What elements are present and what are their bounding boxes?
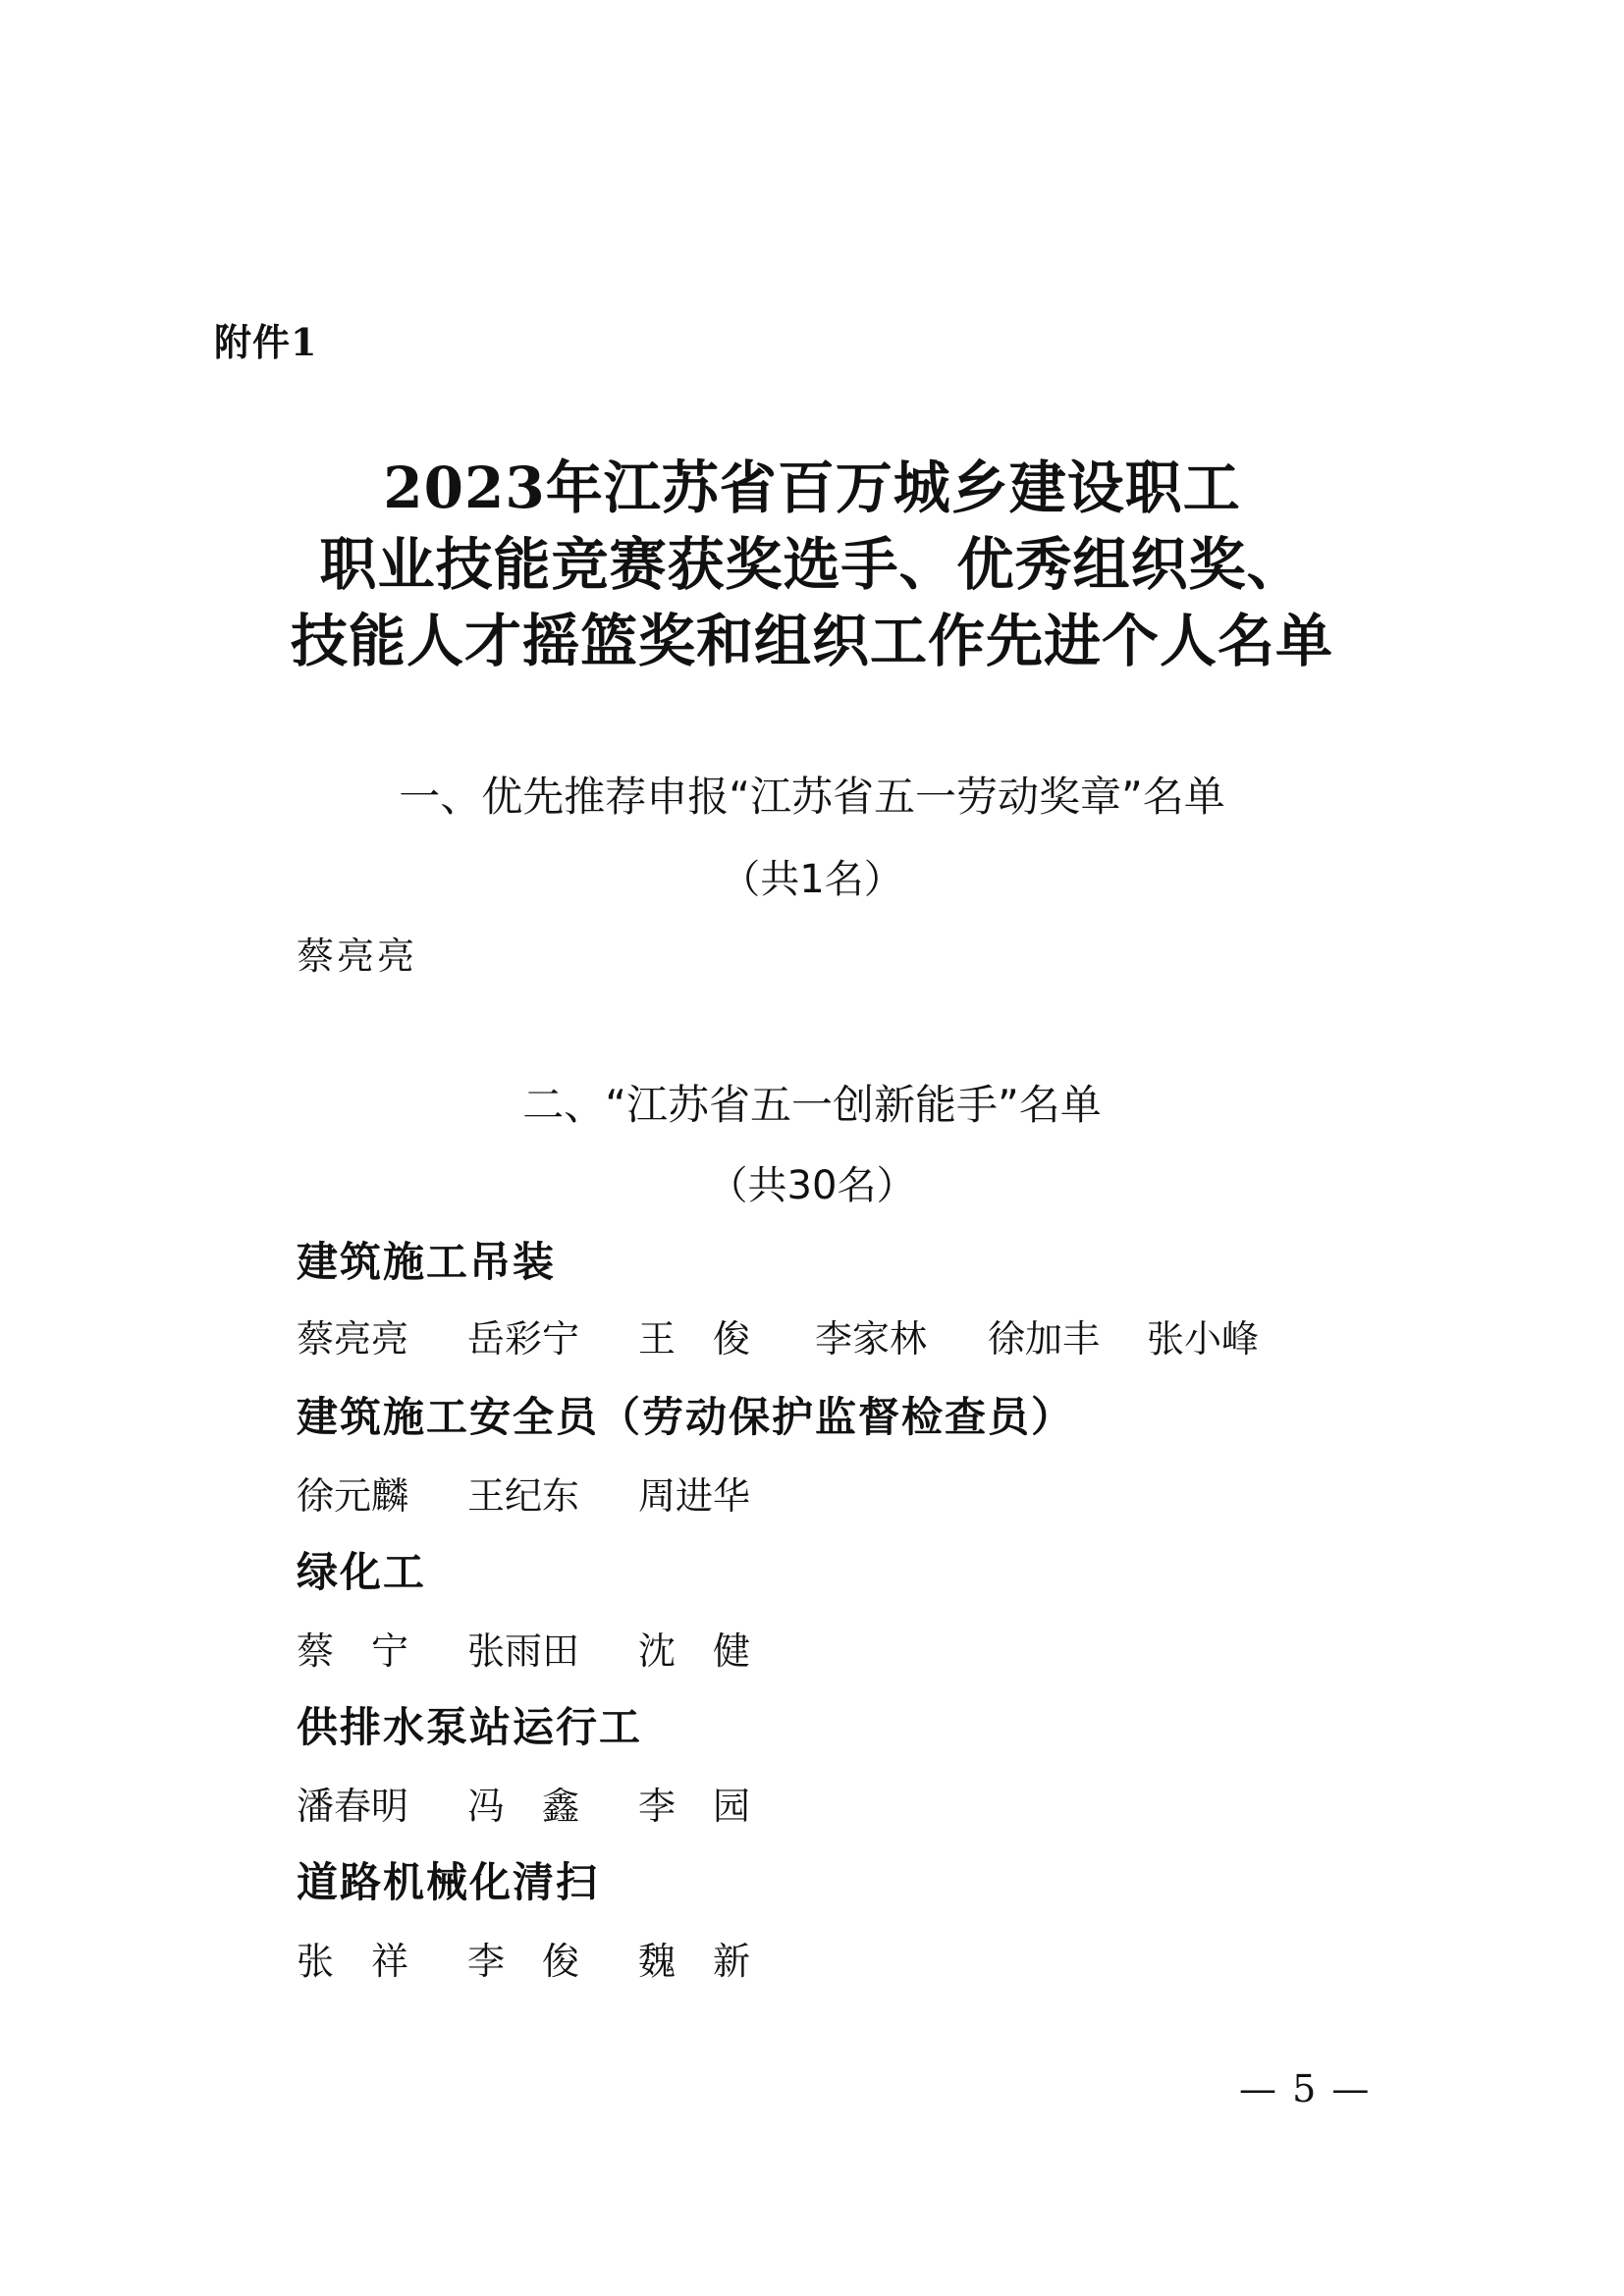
- document-title: [0, 450, 1624, 679]
- name-list: [297, 1624, 1377, 1679]
- name-list: [297, 1779, 1377, 1834]
- section-2-title: 二、“江苏省五一创新能手”名单: [522, 1081, 1102, 1129]
- section-1-title: 一、优先推荐申报“江苏省五一劳动奖章”名单: [399, 773, 1225, 821]
- category-title: 绿化工: [297, 1548, 427, 1596]
- attachment-label: 附件1: [214, 320, 318, 364]
- person-name: 李家林: [815, 1317, 928, 1361]
- title-line-1: 2023年江苏省百万城乡建设职工: [383, 454, 1241, 521]
- person-name: 张小峰: [1147, 1317, 1260, 1361]
- title-line-2: 职业技能竞赛获奖选手、优秀组织奖、: [319, 531, 1305, 598]
- category-title: 道路机械化清扫: [297, 1858, 600, 1906]
- section-1-count: （共1名）: [721, 857, 903, 902]
- person-name: 王 俊: [638, 1317, 751, 1361]
- section-2-count: （共30名）: [708, 1163, 916, 1208]
- person-name: 潘春明: [297, 1785, 409, 1828]
- person-name: 王纪东: [467, 1474, 580, 1518]
- person-name: 李 俊: [467, 1940, 580, 1983]
- person-name: 蔡 宁: [297, 1629, 409, 1673]
- person-name: 蔡亮亮: [297, 1317, 409, 1361]
- person-name: 徐加丰: [988, 1317, 1101, 1361]
- person-name: 张雨田: [467, 1629, 580, 1673]
- title-line-3: 技能人才摇篮奖和组织工作先进个人名单: [290, 608, 1333, 674]
- person-name: 沈 健: [638, 1629, 751, 1673]
- section-1-name: 蔡亮亮: [297, 934, 418, 978]
- name-list: [297, 1934, 1377, 1989]
- person-name: 魏 新: [638, 1940, 751, 1983]
- person-name: 岳彩宁: [467, 1317, 580, 1361]
- name-list: [297, 1311, 1377, 1366]
- page-number: — 5 —: [1239, 2067, 1372, 2110]
- category-title: 供排水泵站运行工: [297, 1703, 643, 1751]
- person-name: 李 园: [638, 1785, 751, 1828]
- name-list: [297, 1468, 1377, 1523]
- person-name: 徐元麟: [297, 1474, 409, 1518]
- category-title: 建筑施工吊装: [297, 1238, 557, 1286]
- person-name: 冯 鑫: [467, 1785, 580, 1828]
- person-name: 张 祥: [297, 1940, 409, 1983]
- category-title: 建筑施工安全员（劳动保护监督检查员）: [297, 1393, 1075, 1441]
- person-name: 周进华: [638, 1474, 751, 1518]
